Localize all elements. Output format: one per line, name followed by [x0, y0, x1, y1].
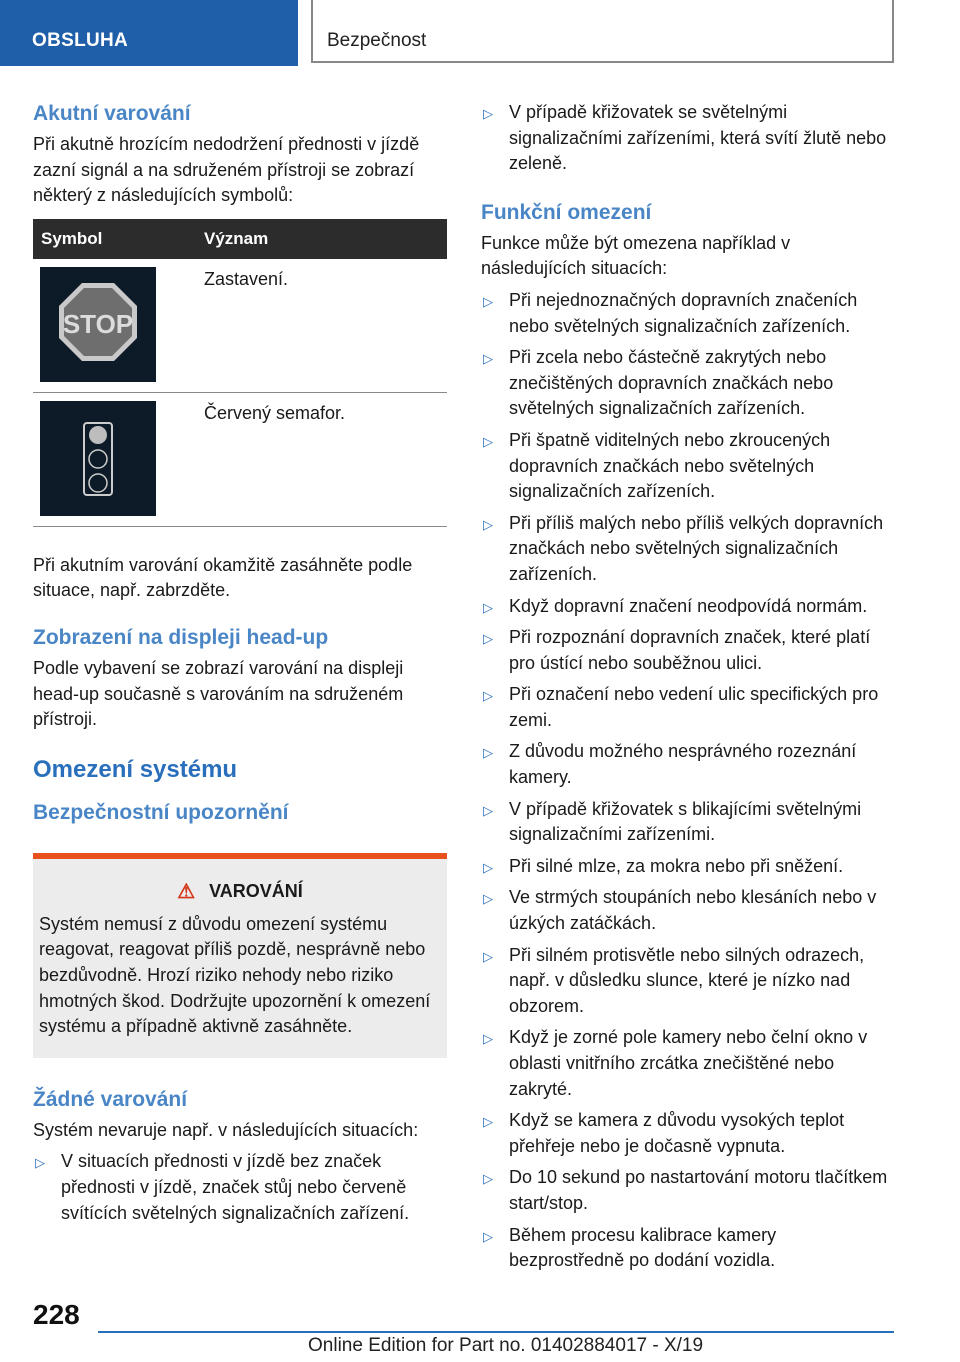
- hud-text: Podle vybavení se zobrazí varování na displeji head-up současně s varováním na sdruženém přístroji.: [33, 657, 404, 730]
- triangle-bullet-icon: ▷: [483, 351, 493, 367]
- triangle-bullet-icon: ▷: [483, 599, 493, 615]
- list-item: ▷ V případě křižovatek se světelnými signalizačními zařízeními, která svítí žlutě nebo zeleně.: [483, 102, 887, 174]
- footer-divider: [98, 1331, 894, 1333]
- right-column: [481, 100, 895, 1280]
- list-item: ▷ Když se kamera z důvodu vysokých teplot přehřeje nebo je dočasně vypnuta.: [483, 1110, 845, 1156]
- triangle-bullet-icon: ▷: [35, 1155, 45, 1171]
- triangle-bullet-icon: ▷: [483, 1114, 493, 1130]
- list-item: ▷ Při rozpoznání dopravních značek, které platí pro ústící nebo souběžnou ulici.: [483, 627, 871, 673]
- red-light-meaning: Červený semafor.: [198, 392, 447, 526]
- table-row: [33, 259, 447, 393]
- triangle-bullet-icon: ▷: [483, 631, 493, 647]
- acute-warning-heading: Akutní varování: [33, 102, 191, 125]
- triangle-bullet-icon: ▷: [483, 1228, 493, 1244]
- functional-limits-text: Funkce může být omezena například v následujících situacích:: [481, 232, 791, 279]
- safety-notes-heading: Bezpečnostní upozornění: [33, 800, 289, 824]
- list-item: ▷ Při zcela nebo částečně zakrytých nebo znečištěných dopravních značkách nebo světelných signalizačních zařízeních.: [483, 347, 834, 419]
- list-item: ▷ Ve strmých stoupáních nebo klesáních nebo v úzkých zatáčkách.: [483, 887, 877, 934]
- triangle-bullet-icon: ▷: [483, 948, 493, 964]
- triangle-bullet-icon: ▷: [483, 745, 493, 761]
- top-list: [481, 100, 895, 177]
- hud-heading: Zobrazení na displeji head-up: [33, 625, 329, 649]
- list-item: ▷ Při silné mlze, za mokra nebo při sněžení.: [481, 854, 895, 880]
- list-item: ▷ V situacích přednosti v jízdě bez značek přednosti v jízdě, značek stůj nebo červeně svítících světelných signalizačních zařízení.: [35, 1151, 410, 1223]
- system-limits-heading: Omezení systému: [33, 755, 238, 783]
- triangle-bullet-icon: ▷: [483, 516, 493, 532]
- stop-meaning: Zastavení.: [198, 259, 447, 393]
- symbol-column-header: Symbol: [33, 219, 198, 259]
- acute-warning-text: Při akutně hrozícím nedodržení přednosti v jízdě zazní signál a na sdruženém přístroji se zobrazí některý z následujících symbolů:: [33, 134, 420, 206]
- chapter-label: Bezpečnost: [327, 30, 427, 51]
- table-row: [33, 392, 447, 526]
- list-item: ▷ Když je zorné pole kamery nebo čelní okno v oblasti vnitřního zrcátka znečištěné nebo zakryté.: [483, 1027, 868, 1099]
- list-item: ▷ Při špatně viditelných nebo zkroucených dopravních značkách nebo světelných signalizačních zařízeních.: [483, 429, 831, 502]
- section-label: OBSLUHA: [32, 30, 129, 51]
- list-item: ▷ Během procesu kalibrace kamery bezprostředně po dodání vozidla.: [483, 1224, 777, 1271]
- stop-sign-icon: [40, 267, 156, 382]
- warning-triangle-icon: ⚠: [177, 880, 196, 903]
- list-item: ▷ V případě křižovatek s blikajícími světelnými signalizačními zařízeními.: [483, 798, 862, 845]
- list-item: ▷ Když dopravní značení neodpovídá normám.: [481, 594, 895, 620]
- triangle-bullet-icon: ▷: [483, 1031, 493, 1047]
- triangle-bullet-icon: ▷: [483, 433, 493, 449]
- warning-box: [33, 853, 447, 1058]
- list-item: ▷ Při příliš malých nebo příliš velkých dopravních značkách nebo světelných signalizačních zařízeních.: [483, 512, 884, 584]
- list-item: ▷ Při nejednoznačných dopravních značeních nebo světelných signalizačních zařízeních.: [483, 289, 858, 336]
- no-warning-heading: Žádné varování: [33, 1087, 188, 1111]
- red-traffic-light-icon: [40, 401, 156, 516]
- triangle-bullet-icon: ▷: [483, 802, 493, 818]
- symbol-table: [33, 219, 447, 527]
- svg-text:STOP: STOP: [62, 308, 134, 339]
- triangle-bullet-icon: ▷: [483, 859, 493, 875]
- triangle-bullet-icon: ▷: [483, 106, 493, 121]
- warning-text: Systém nemusí z důvodu omezení systému reagovat, reagovat příliš pozdě, nesprávně nebo bezdůvodně. Hrozí riziko nehody nebo riziko hmotných škod. Dodržujte upozornění k omezení systému a případně aktivně zasáhněte.: [39, 913, 431, 1037]
- meaning-column-header: Význam: [198, 219, 447, 259]
- triangle-bullet-icon: ▷: [483, 891, 493, 907]
- list-item: ▷ Při označení nebo vedení ulic specifických pro zemi.: [483, 684, 879, 730]
- triangle-bullet-icon: ▷: [483, 1171, 493, 1187]
- after-table-text: Při akutním varování okamžitě zasáhněte podle situace, např. zabrzděte.: [33, 554, 413, 601]
- list-item: ▷ Při silném protisvětle nebo silných odrazech, např. v důsledku slunce, které je nízko nad obzorem.: [483, 944, 865, 1016]
- warning-title: VAROVÁNÍ: [209, 880, 303, 901]
- functional-limits-heading: Funkční omezení: [481, 200, 652, 224]
- chapter-tab: [311, 0, 894, 63]
- functional-limits-list: [481, 288, 895, 1274]
- warning-title-row: [39, 879, 441, 904]
- page-number: 228: [33, 1299, 80, 1330]
- no-warning-list: [33, 1149, 447, 1226]
- list-item: ▷ Z důvodu možného nesprávného rozeznání kamery.: [483, 741, 857, 788]
- left-column: [33, 100, 447, 1232]
- footer-edition: Online Edition for Part no. 01402884017 - X/19: [308, 1335, 704, 1356]
- section-tab: [0, 0, 298, 66]
- no-warning-text: Systém nevaruje např. v následujících situacích:: [33, 1119, 419, 1140]
- triangle-bullet-icon: ▷: [483, 293, 493, 309]
- triangle-bullet-icon: ▷: [483, 688, 493, 704]
- list-item: ▷ Do 10 sekund po nastartování motoru tlačítkem start/stop.: [483, 1167, 888, 1213]
